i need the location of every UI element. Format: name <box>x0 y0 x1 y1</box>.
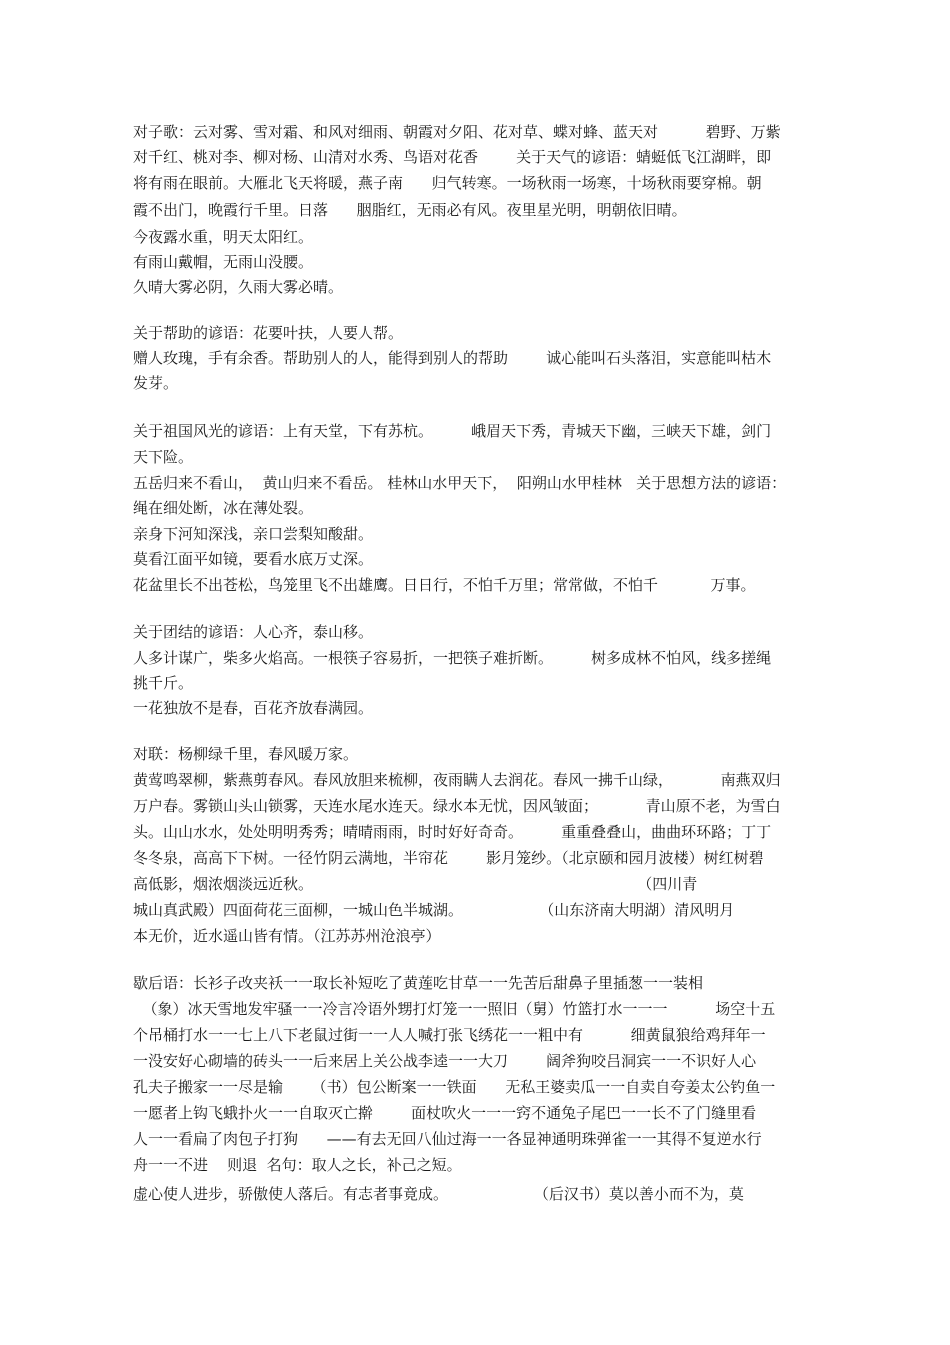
text-line: 关于团结的谚语：人心齐，泰山移。 <box>133 623 374 641</box>
text-line: 本无价，近水遥山皆有情。（江苏苏州沧浪亭） <box>133 927 441 945</box>
text-line: 高低影，烟浓烟淡远近秋。 （四川青 <box>133 875 698 893</box>
text-line: 一花独放不是春，百花齐放春满园。 <box>133 699 374 717</box>
text-line: 舟一一不进 则退 名句：取人之长，补己之短。 <box>133 1156 462 1174</box>
text-line: 花盆里长不出苍松，鸟笼里飞不出雄鹰。日日行，不怕千万里；常常做，不怕千 万事。 <box>133 576 756 594</box>
text-line: 人一一看扁了肉包子打狗 ——有去无回八仙过海一一各显神通明珠弹雀一一其得不复逆水行 <box>133 1130 762 1148</box>
text-line: 久晴大雾必阴，久雨大雾必晴。 <box>133 278 344 296</box>
text-line: 天下险。 <box>133 448 194 466</box>
text-line: 人多计谋广，柴多火焰高。一根筷子容易折，一把筷子难折断。 树多成林不怕风，线多搓绳 <box>133 649 772 667</box>
text-line: 今夜露水重，明天太阳红。 <box>133 228 314 246</box>
text-line: 绳在细处断，冰在薄处裂。 <box>133 499 314 517</box>
text-line: 头。山山水水，处处明明秀秀；晴晴雨雨，时时好好奇奇。 重重叠叠山，曲曲环环路；丁丁 <box>133 823 772 841</box>
text-line: 亲身下河知深浅，亲口尝梨知酸甜。 <box>133 525 374 543</box>
text-line: 万户春。雾锁山头山锁雾，天连水尾水连天。绿水本无忧，因风皱面； 青山原不老，为雪白 <box>133 797 781 815</box>
text-line: （象）冰天雪地发牢骚一一冷言冷语外甥打灯笼一一照旧（舅）竹篮打水一一一 场空十五 <box>133 1000 776 1018</box>
text-line: 一愿者上钩飞蛾扑火一一自取灭亡擀 面杖吹火一一一窍不通兔子尾巴一一长不了门缝里看 <box>133 1104 757 1122</box>
text-line: 黄莺鸣翠柳，紫燕剪春风。春风放胆来梳柳，夜雨瞒人去润花。春风一拂千山绿， 南燕双归 <box>133 771 781 789</box>
text-line: 歇后语：长衫子改夹袄一一取长补短吃了黄莲吃甘草一一先苦后甜鼻子里插葱一一装相 <box>133 974 704 992</box>
text-line: 五岳归来不看山， 黄山归来不看岳。 桂林山水甲天下， 阳朔山水甲桂林 关于思想方法的谚语： <box>133 474 787 492</box>
text-line: 挑千斤。 <box>133 674 194 692</box>
text-line: 对联：杨柳绿千里，春风暖万家。 <box>133 745 359 763</box>
text-line: 冬冬泉，高高下下树。一径竹阴云满地，半帘花 影月笼纱。（北京颐和园月波楼）树红树碧 <box>133 849 764 867</box>
text-line: 城山真武殿）四面荷花三面柳，一城山色半城湖。 （山东济南大明湖）清风明月 <box>133 901 735 919</box>
text-line: 虚心使人进步，骄傲使人落后。有志者事竟成。 （后汉书）莫以善小而不为，莫 <box>133 1185 744 1203</box>
text-line: 赠人玫瑰，手有余香。帮助别人的人，能得到别人的帮助 诚心能叫石头落泪，实意能叫枯木 <box>133 349 772 367</box>
text-line: 有雨山戴帽，无雨山没腰。 <box>133 253 314 271</box>
text-line: 孔夫子搬家一一尽是输 （书）包公断案一一铁面 无私王婆卖瓜一一自卖自夸姜太公钓鱼一 <box>133 1078 776 1096</box>
text-line: 对千红、桃对李、柳对杨、山清对水秀、鸟语对花香 关于天气的谚语：蜻蜓低飞江湖畔，即 <box>133 148 772 166</box>
text-line: 对子歌：云对雾、雪对霜、和风对细雨、朝霞对夕阳、花对草、蝶对蜂、蓝天对 碧野、万紫 <box>133 123 781 141</box>
text-line: 霞不出门，晚霞行千里。日落 胭脂红，无雨必有风。夜里星光明，明朝依旧晴。 <box>133 201 687 219</box>
text-line: 关于祖国风光的谚语：上有天堂，下有苏杭。 峨眉天下秀，青城天下幽，三峡天下雄，剑门 <box>133 422 772 440</box>
text-line: 将有雨在眼前。大雁北飞天将暖，燕子南 归气转寒。一场秋雨一场寒，十场秋雨要穿棉。朝 <box>133 174 762 192</box>
text-line: 个吊桶打水一一七上八下老鼠过街一一人人喊打张飞绣花一一粗中有 细黄鼠狼给鸡拜年一 <box>133 1026 766 1044</box>
text-line: 一没安好心砌墙的砖头一一后来居上关公战李逵一一大刀 阔斧狗咬吕洞宾一一不识好人心 <box>133 1052 757 1070</box>
text-line: 发芽。 <box>133 374 179 392</box>
text-line: 莫看江面平如镜，要看水底万丈深。 <box>133 550 374 568</box>
text-line: 关于帮助的谚语：花要叶扶，人要人帮。 <box>133 324 404 342</box>
